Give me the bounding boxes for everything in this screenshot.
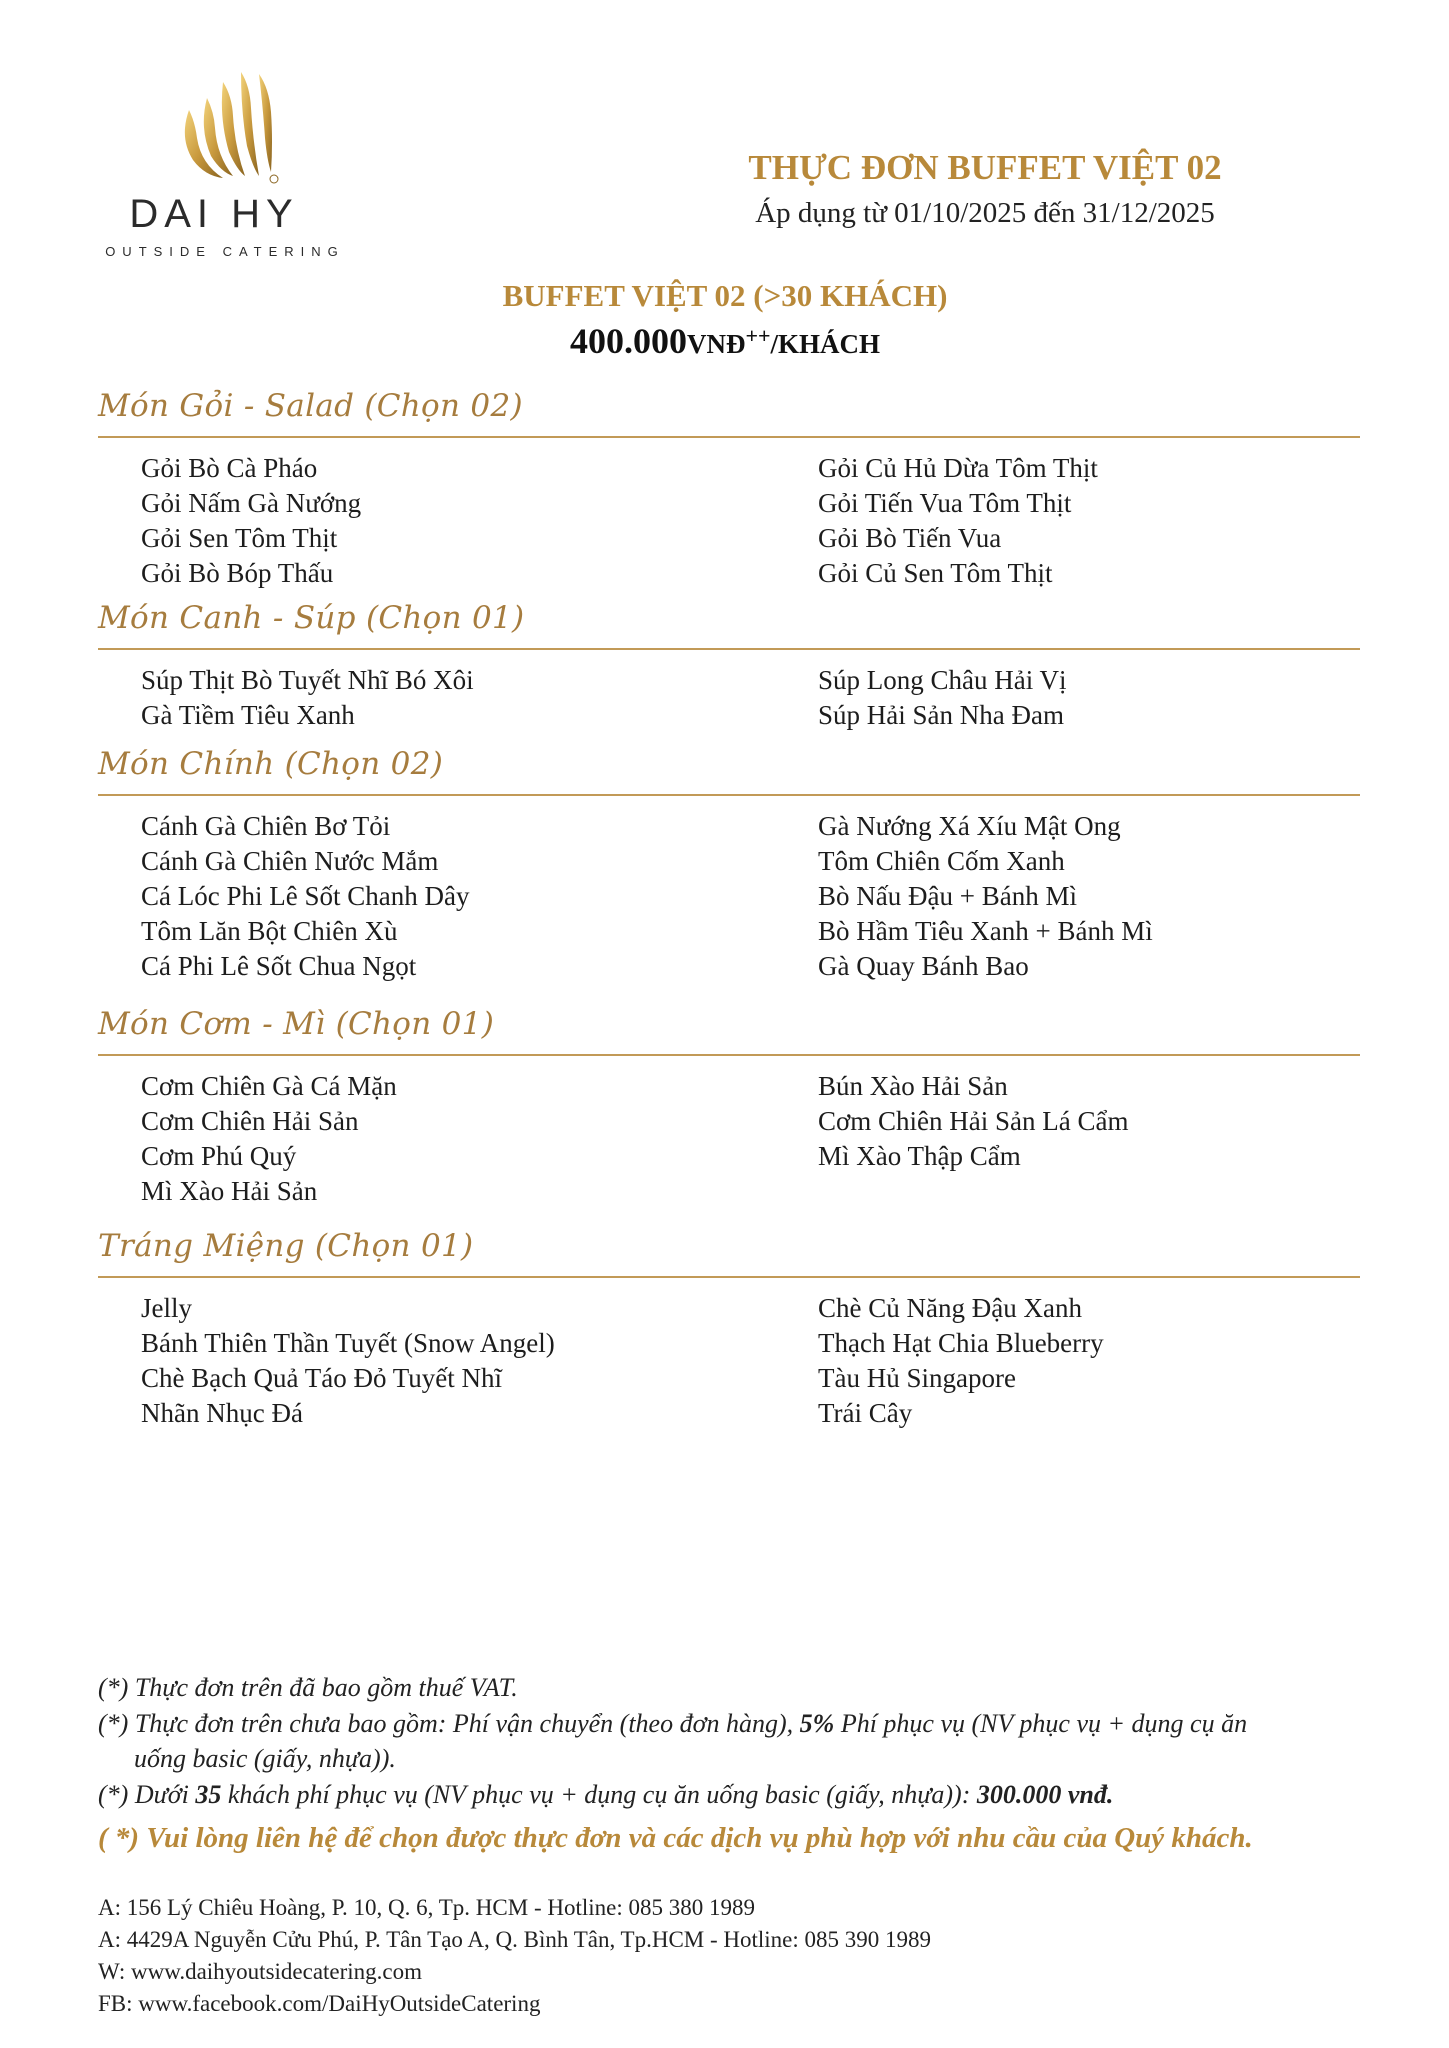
brand-logo xyxy=(95,68,355,268)
list-item: Gà Nướng Xá Xíu Mật Ong xyxy=(818,811,1121,841)
rice-left-list xyxy=(141,1069,397,1209)
brand-name: DAI HY xyxy=(129,192,299,236)
section-title-salad: Món Gỏi - Salad (Chọn 02) xyxy=(98,388,523,424)
list-item: Tôm Lăn Bột Chiên Xù xyxy=(141,916,398,946)
buffet-name: BUFFET VIỆT 02 (>30 KHÁCH) xyxy=(502,278,948,313)
price-unit: /KHÁCH xyxy=(770,329,881,359)
note-text: (*) Thực đơn trên chưa bao gồm: Phí vận chuyển (theo đơn hàng), xyxy=(98,1709,800,1738)
list-item: Cơm Chiên Hải Sản xyxy=(141,1106,359,1136)
list-item: Mì Xào Thập Cẩm xyxy=(818,1141,1021,1171)
note-bold: 5% xyxy=(799,1709,835,1738)
list-item: Gà Quay Bánh Bao xyxy=(818,951,1029,981)
buffet-price xyxy=(360,320,1090,362)
section-title-soup: Món Canh - Súp (Chọn 01) xyxy=(98,600,525,636)
brand-tagline: OUTSIDE CATERING xyxy=(105,244,345,259)
note-exclusions xyxy=(98,1706,1398,1741)
main-left-list xyxy=(141,809,469,984)
note-bold: 300.000 vnđ. xyxy=(976,1780,1114,1809)
list-item: Cơm Chiên Hải Sản Lá Cẩm xyxy=(818,1106,1129,1136)
footer-facebook: FB: www.facebook.com/DaiHyOutsideCatering xyxy=(98,1991,541,2016)
list-item: Trái Cây xyxy=(818,1398,913,1428)
list-item: Tôm Chiên Cốm Xanh xyxy=(818,846,1065,876)
gold-stripes-logo-icon xyxy=(171,68,291,188)
section-divider xyxy=(98,1276,1360,1278)
price-currency: VNĐ xyxy=(686,329,746,359)
soup-left-list xyxy=(141,663,474,733)
list-item: Mì Xào Hải Sản xyxy=(141,1176,318,1206)
note-vat: (*) Thực đơn trên đã bao gồm thuế VAT. xyxy=(98,1673,518,1702)
list-item: Cá Lóc Phi Lê Sốt Chanh Dây xyxy=(141,881,470,911)
contact-note: ( *) Vui lòng liên hệ để chọn được thực đơn và các dịch vụ phù hợp với nhu cầu của Quý khách. xyxy=(98,1822,1253,1854)
dessert-right-list xyxy=(818,1291,1104,1431)
footer-address-2: A: 4429A Nguyễn Cửu Phú, P. Tân Tạo A, Q. Bình Tân, Tp.HCM - Hotline: 085 390 1989 xyxy=(98,1927,932,1952)
note-text: (*) Dưới xyxy=(98,1780,196,1809)
list-item: Súp Hải Sản Nha Đam xyxy=(818,700,1064,730)
list-item: Gỏi Củ Hủ Dừa Tôm Thịt xyxy=(818,453,1098,483)
note-exclusions-cont: uống basic (giấy, nhựa)). xyxy=(134,1744,396,1773)
list-item: Gỏi Sen Tôm Thịt xyxy=(141,523,338,553)
main-right-list xyxy=(818,809,1153,984)
list-item: Cánh Gà Chiên Nước Mắm xyxy=(141,846,439,876)
list-item: Cánh Gà Chiên Bơ Tỏi xyxy=(141,811,391,841)
list-item: Jelly xyxy=(141,1293,192,1323)
list-item: Chè Bạch Quả Táo Đỏ Tuyết Nhĩ xyxy=(141,1363,502,1393)
section-divider xyxy=(98,648,1360,650)
footer-address-1: A: 156 Lý Chiêu Hoàng, P. 10, Q. 6, Tp. HCM - Hotline: 085 380 1989 xyxy=(98,1895,755,1920)
note-under-35 xyxy=(98,1777,1398,1812)
list-item: Bún Xào Hải Sản xyxy=(818,1071,1008,1101)
list-item: Súp Thịt Bò Tuyết Nhĩ Bó Xôi xyxy=(141,665,474,695)
list-item: Bò Nấu Đậu + Bánh Mì xyxy=(818,881,1077,911)
list-item: Gỏi Củ Sen Tôm Thịt xyxy=(818,558,1053,588)
list-item: Cơm Phú Quý xyxy=(141,1141,297,1171)
list-item: Thạch Hạt Chia Blueberry xyxy=(818,1328,1104,1358)
list-item: Tàu Hủ Singapore xyxy=(818,1363,1016,1393)
list-item: Chè Củ Năng Đậu Xanh xyxy=(818,1293,1082,1323)
dessert-left-list xyxy=(141,1291,555,1431)
list-item: Gỏi Bò Tiến Vua xyxy=(818,523,1002,553)
list-item: Cơm Chiên Gà Cá Mặn xyxy=(141,1071,397,1101)
list-item: Bò Hầm Tiêu Xanh + Bánh Mì xyxy=(818,916,1153,946)
note-text: Phí phục vụ (NV phục vụ + dụng cụ ăn xyxy=(834,1709,1248,1738)
list-item: Nhãn Nhục Đá xyxy=(141,1398,303,1428)
menu-title: THỰC ĐƠN BUFFET VIỆT 02 xyxy=(748,148,1222,187)
list-item: Gỏi Bò Bóp Thấu xyxy=(141,558,334,588)
section-title-main: Món Chính (Chọn 02) xyxy=(98,746,444,782)
list-item: Cá Phi Lê Sốt Chua Ngọt xyxy=(141,951,417,981)
salad-right-list xyxy=(818,451,1098,591)
validity-dates: Áp dụng từ 01/10/2025 đến 31/12/2025 xyxy=(755,197,1215,229)
list-item: Gỏi Bò Cà Pháo xyxy=(141,453,318,483)
soup-right-list xyxy=(818,663,1067,733)
section-divider xyxy=(98,794,1360,796)
list-item: Gỏi Nấm Gà Nướng xyxy=(141,488,362,518)
rice-right-list xyxy=(818,1069,1129,1174)
list-item: Gỏi Tiến Vua Tôm Thịt xyxy=(818,488,1072,518)
price-amount: 400.000 xyxy=(569,321,687,361)
list-item: Bánh Thiên Thần Tuyết (Snow Angel) xyxy=(141,1328,555,1358)
salad-left-list xyxy=(141,451,361,591)
note-bold: 35 xyxy=(195,1780,222,1809)
section-title-dessert: Tráng Miệng (Chọn 01) xyxy=(98,1228,474,1264)
price-plus: ++ xyxy=(745,322,771,348)
list-item: Gà Tiềm Tiêu Xanh xyxy=(141,700,355,730)
list-item: Súp Long Châu Hải Vị xyxy=(818,665,1067,695)
section-title-rice-noodle: Món Cơm - Mì (Chọn 01) xyxy=(98,1006,495,1042)
section-divider xyxy=(98,436,1360,438)
footer-website: W: www.daihyoutsidecatering.com xyxy=(98,1959,423,1984)
note-text: khách phí phục vụ (NV phục vụ + dụng cụ ăn uống basic (giấy, nhựa)): xyxy=(221,1780,977,1809)
section-divider xyxy=(98,1054,1360,1056)
